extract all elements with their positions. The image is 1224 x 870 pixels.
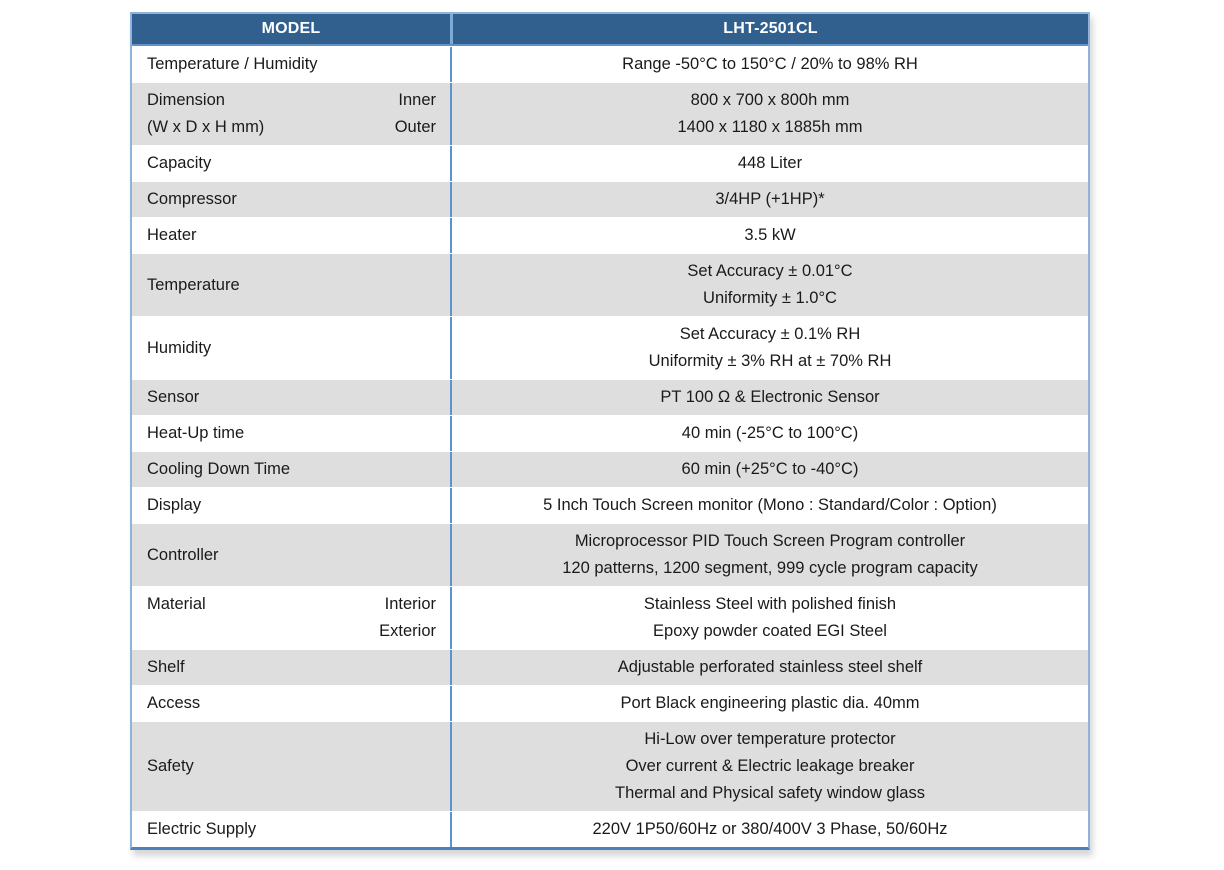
spec-label-cell [132,650,450,685]
spec-value: 220V 1P50/60Hz or 380/400V 3 Phase, 50/60Hz [592,820,948,838]
spec-value: Over current & Electric leakage breaker [625,757,915,775]
spec-label: Shelf [147,658,185,676]
spec-table [130,12,1090,850]
table-row [132,586,1088,649]
spec-label-line [147,753,436,780]
table-header-model: MODEL [261,20,321,37]
spec-value: Epoxy powder coated EGI Steel [653,622,887,640]
table-row [132,451,1088,487]
spec-label-cell [132,812,450,847]
spec-label: Material [147,595,206,613]
table-row [132,46,1088,82]
spec-value: 448 Liter [737,154,803,172]
table-row [132,145,1088,181]
spec-label-line [147,186,436,213]
spec-value-cell [450,686,1088,721]
spec-table-body [132,46,1088,847]
spec-label-line [147,150,436,177]
spec-label-line [147,335,436,362]
spec-value: 3.5 kW [744,226,796,244]
spec-label: (W x D x H mm) [147,118,265,136]
spec-label-cell [132,452,450,487]
spec-label-line [147,222,436,249]
spec-value-cell [450,650,1088,685]
table-row [132,811,1088,847]
spec-value: 800 x 700 x 800h mm [690,91,850,109]
spec-label-cell [132,254,450,316]
spec-value: 1400 x 1180 x 1885h mm [677,118,863,136]
spec-label: Display [147,496,202,514]
spec-label-cell [132,416,450,451]
spec-value-cell [450,452,1088,487]
spec-label-line [147,654,436,681]
spec-label: Electric Supply [147,820,257,838]
spec-label-cell [132,146,450,181]
spec-value-cell [450,812,1088,847]
spec-value: Hi-Low over temperature protector [644,730,896,748]
spec-label-cell [132,686,450,721]
spec-value: Thermal and Physical safety window glass [615,784,925,802]
spec-label-line [147,114,436,141]
spec-value: Port Black engineering plastic dia. 40mm [620,694,920,712]
spec-value-cell [450,47,1088,82]
spec-value-cell [450,488,1088,523]
spec-value: 40 min (-25°C to 100°C) [681,424,859,442]
spec-sublabel: Interior [384,595,436,613]
spec-label-cell [132,317,450,379]
table-header-row [132,14,1088,46]
spec-label-cell [132,47,450,82]
spec-label-line [147,690,436,717]
spec-value-cell [450,218,1088,253]
spec-value: PT 100 Ω & Electronic Sensor [660,388,880,406]
spec-sublabel: Inner [398,91,436,109]
spec-value: Stainless Steel with polished finish [643,595,897,613]
spec-label: Heat-Up time [147,424,245,442]
table-row [132,217,1088,253]
spec-label-line [147,87,436,114]
spec-label: Cooling Down Time [147,460,291,478]
spec-label-line [147,816,436,843]
spec-label-cell [132,182,450,217]
spec-label: Sensor [147,388,200,406]
spec-value: 5 Inch Touch Screen monitor (Mono : Standard/Color : Option) [543,496,997,514]
table-row [132,685,1088,721]
spec-label: Dimension [147,91,225,109]
table-row [132,316,1088,379]
spec-value: Microprocessor PID Touch Screen Program controller [574,532,966,550]
spec-label-cell [132,722,450,811]
table-row [132,487,1088,523]
spec-label: Capacity [147,154,212,172]
spec-value: Set Accuracy ± 0.1% RH [679,325,861,343]
table-row [132,82,1088,145]
spec-label: Heater [147,226,197,244]
spec-value-cell [450,254,1088,316]
spec-label-line [147,542,436,569]
spec-label-cell [132,218,450,253]
spec-value: Uniformity ± 1.0°C [703,289,837,307]
table-row [132,721,1088,811]
spec-label: Controller [147,545,219,564]
spec-value-cell [450,182,1088,217]
spec-label: Compressor [147,190,237,208]
spec-value: 120 patterns, 1200 segment, 999 cycle program capacity [562,559,978,577]
spec-label-cell [132,380,450,415]
spec-value: Adjustable perforated stainless steel shelf [617,658,923,676]
spec-value-cell [450,317,1088,379]
spec-label-line [147,456,436,483]
spec-label-line [147,272,436,299]
spec-sublabel: Outer [394,118,436,136]
spec-value-cell [450,380,1088,415]
spec-value-cell [450,722,1088,811]
spec-label-cell [132,488,450,523]
spec-label-cell [132,587,450,649]
spec-value-cell [450,146,1088,181]
spec-label: Temperature [147,275,240,294]
spec-label-line [147,51,436,78]
table-header-model-value: LHT-2501CL [450,14,1088,44]
spec-label-line [147,492,436,519]
table-row [132,253,1088,316]
spec-label-cell [132,83,450,145]
spec-value-cell [450,416,1088,451]
spec-sublabel: Exterior [379,622,436,640]
spec-value: 3/4HP (+1HP)* [715,190,825,208]
spec-label-line [147,591,436,618]
spec-label: Safety [147,757,194,775]
spec-value: Range -50°C to 150°C / 20% to 98% RH [622,55,918,73]
spec-label-cell [132,524,450,586]
spec-label-line [147,420,436,447]
table-row [132,415,1088,451]
spec-value-cell [450,83,1088,145]
table-row [132,523,1088,586]
table-row [132,649,1088,685]
spec-value: 60 min (+25°C to -40°C) [681,460,859,478]
spec-value-cell [450,587,1088,649]
spec-value: Uniformity ± 3% RH at ± 70% RH [648,352,892,370]
spec-value-cell [450,524,1088,586]
spec-label-line [147,618,436,645]
spec-label: Humidity [147,338,212,357]
table-row [132,181,1088,217]
spec-value: Set Accuracy ± 0.01°C [687,262,853,280]
spec-label: Temperature / Humidity [147,55,318,73]
spec-label-line [147,384,436,411]
spec-label: Access [147,694,201,712]
table-row [132,379,1088,415]
